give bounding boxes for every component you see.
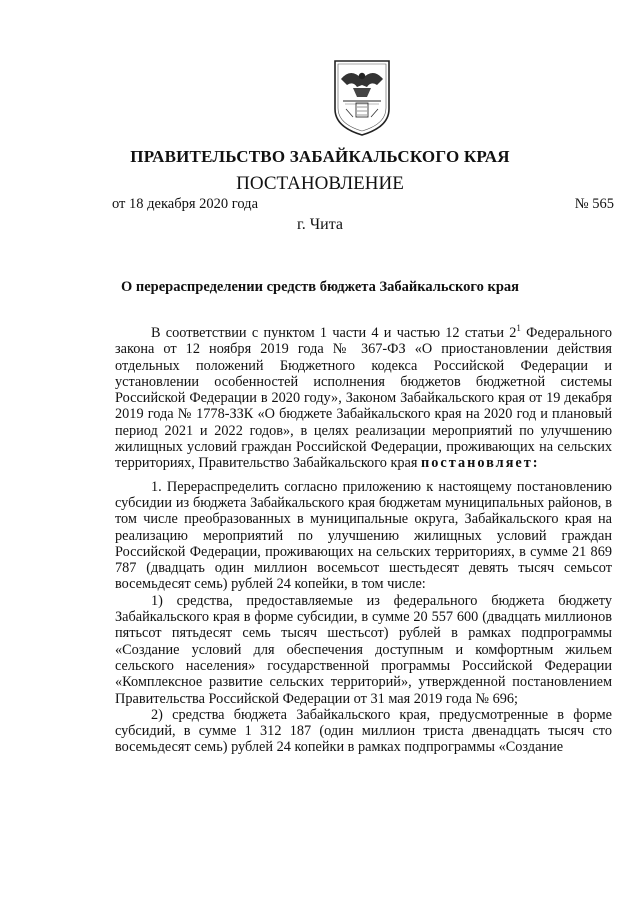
coat-of-arms-emblem — [331, 57, 393, 137]
article-superscript: 1 — [516, 323, 521, 334]
item-1-paragraph: 1. Перераспределить согласно приложению к настоящему постановлению субсидии из бюджета Забайкальского края бюджетам муниципальных районов, в том числе преобразованных в муниципальные округа, Забайкальского края на реализацию мероприятий по улучшению жилищных условий граждан Российской Федерации, проживающих на сельских территориях, в сумме 21 869 787 (двадцать один миллион восемьсот шестьдесят девять тысяч семьсот восемьдесят семь) рублей 24 копейки, в том числе: — [115, 478, 612, 593]
city-name: г. Чита — [296, 216, 343, 233]
preamble-paragraph: В соответствии с пунктом 1 части 4 и частью 12 статьи $2^1$ Федерального закона от 12 ноября 2019 года № 367-ФЗ «О приостановлении действия отдельных положений Бюджетного кодекса Российской Федерации и установлении особенностей исполнения бюджетов бюджетной системы Российской Федерации в 2020 году», Законом Забайкальского края от 19 декабря 2019 года № 1778-ЗЗК «О бюджете Забайкальского края на 2020 год и плановый период 2021 и 2022 годов», в целях реализации мероприятий по улучшению жилищных условий граждан Российской Федерации, проживающих на сельских территориях, Правительство Забайкальского края постановляет: — [115, 323, 612, 472]
government-title: ПРАВИТЕЛЬСТВО ЗАБАЙКАЛЬСКОГО КРАЯ — [130, 147, 510, 166]
item-1-1-paragraph: 1) средства, предоставляемые из федерального бюджета бюджету Забайкальского края в форме субсидии, в сумме 20 557 600 (двадцать миллионов пятьсот пятьдесят семь тысяч шестьсот) рублей в рамках подпрограммы «Создание условий для обеспечения доступным и комфортным жильем сельского населения» государственной программы Российской Федерации «Комплексное развитие сельских территорий», утвержденной постановлением Правительства Российской Федерации от 31 мая 2019 года № 696; — [115, 592, 612, 707]
decree-subject: О перераспределении средств бюджета Забайкальского края — [120, 279, 520, 295]
document-type: ПОСТАНОВЛЕНИЕ — [236, 173, 404, 194]
decree-date: от 18 декабря 2020 года — [112, 196, 258, 212]
item-1-2-paragraph: 2) средства бюджета Забайкальского края, предусмотренные в форме субсидий, в сумме 1 312 187 (один миллион триста двенадцать тысяч сто восемьдесят семь) рублей 24 копейки в рамках подпрограммы «Создание — [115, 706, 612, 756]
document-body — [115, 325, 612, 756]
decree-number: № 565 — [574, 196, 614, 212]
decides-word: постановляет: — [421, 455, 540, 472]
